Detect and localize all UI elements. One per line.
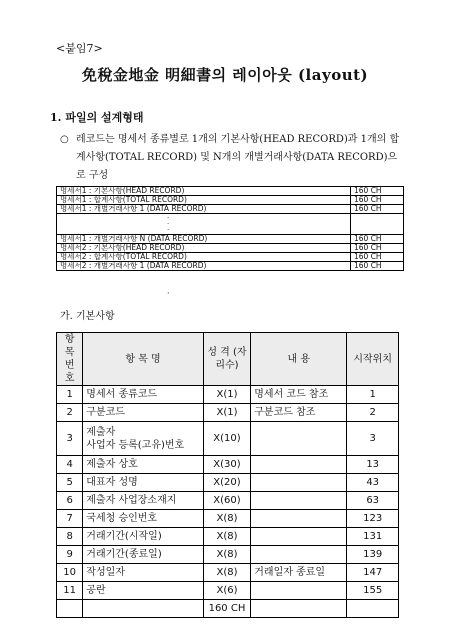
basic-record-table: [56, 332, 399, 618]
circle-bullet-icon: ○: [60, 134, 69, 145]
item-description: [251, 546, 347, 564]
record-length: 160 CH: [351, 244, 404, 253]
total-row: [57, 600, 399, 618]
record-listing-table: [56, 186, 404, 271]
item-name: 대표자 성명: [83, 474, 203, 492]
record-name: 명세서1 : 기본사항(HEAD RECORD): [57, 187, 351, 196]
item-number: 9: [57, 546, 83, 564]
item-description: [251, 528, 347, 546]
item-start-position: 3: [347, 422, 399, 456]
item-description: 명세서 코드 참조: [251, 386, 347, 404]
item-number: 7: [57, 510, 83, 528]
item-format: X(1): [203, 386, 251, 404]
table-row: [57, 510, 399, 528]
item-format: X(8): [203, 564, 251, 582]
item-start-position: 139: [347, 546, 399, 564]
item-name: 국세청 승인번호: [83, 510, 203, 528]
ellipsis-dots: · · ·: [167, 214, 170, 234]
item-number: 1: [57, 386, 83, 404]
item-name: 명세서 종류코드: [83, 386, 203, 404]
header-start-position: 시작위치: [347, 333, 399, 386]
subsection-heading: 가. 기본사항: [60, 311, 115, 322]
item-name: 공란: [83, 582, 203, 600]
item-description: [251, 582, 347, 600]
record-name: 명세서1 : 합계사항(TOTAL RECORD): [57, 196, 351, 205]
bullet-text: 레코드는 명세서 종류별로 1개의 기본사항(HEAD RECORD)과 1개의 합계사항(TOTAL RECORD) 및 N개의 개별거래사항(DATA RECORD)으로 구성: [76, 134, 400, 181]
item-name: 구분코드: [83, 404, 203, 422]
item-description: [251, 422, 347, 456]
attachment-label: <붙임7>: [56, 42, 103, 55]
record-name: 명세서1 : 개별거래사항 N (DATA RECORD): [57, 235, 351, 244]
item-description: [251, 456, 347, 474]
item-number: 3: [57, 422, 83, 456]
trailing-dot: ·: [167, 289, 170, 298]
item-format: X(6): [203, 582, 251, 600]
table-header-row: [57, 333, 399, 386]
item-description: 구분코드 참조: [251, 404, 347, 422]
table-row: [57, 492, 399, 510]
item-start-position: 2: [347, 404, 399, 422]
total-length: 160 CH: [203, 600, 251, 618]
item-name: 제출자 사업장소재지: [83, 492, 203, 510]
item-description: [251, 492, 347, 510]
record-length: 160 CH: [351, 196, 404, 205]
item-number: 8: [57, 528, 83, 546]
item-number: 6: [57, 492, 83, 510]
item-name: 거래기간(종료일): [83, 546, 203, 564]
item-name: 제출자 사업자 등록(고유)번호: [83, 422, 203, 456]
item-format: X(8): [203, 546, 251, 564]
item-start-position: 147: [347, 564, 399, 582]
item-format: X(20): [203, 474, 251, 492]
item-format: X(1): [203, 404, 251, 422]
item-format: X(60): [203, 492, 251, 510]
item-start-position: 63: [347, 492, 399, 510]
record-row: [57, 262, 404, 271]
record-name: 명세서2 : 개별거래사항 1 (DATA RECORD): [57, 262, 351, 271]
record-length: 160 CH: [351, 187, 404, 196]
item-number: 11: [57, 582, 83, 600]
record-name: 명세서1 : 개별거래사항 1 (DATA RECORD): [57, 205, 351, 214]
item-start-position: 1: [347, 386, 399, 404]
page-title: 免稅金地金 明細書의 레이아웃 (layout): [81, 66, 369, 84]
record-length: 160 CH: [351, 262, 404, 271]
item-description: [251, 510, 347, 528]
item-start-position: 155: [347, 582, 399, 600]
item-name: 작성일자: [83, 564, 203, 582]
table-row: [57, 404, 399, 422]
record-name: 명세서2 : 기본사항(HEAD RECORD): [57, 244, 351, 253]
header-format: 성 격 (자리수): [203, 333, 251, 386]
item-start-position: 13: [347, 456, 399, 474]
header-item-name: 항 목 명: [83, 333, 203, 386]
item-start-position: 123: [347, 510, 399, 528]
item-start-position: 43: [347, 474, 399, 492]
bullet-paragraph: [60, 131, 405, 185]
table-row: [57, 564, 399, 582]
record-gap-row: [57, 214, 404, 235]
table-row: [57, 528, 399, 546]
record-length: 160 CH: [351, 235, 404, 244]
item-start-position: 131: [347, 528, 399, 546]
item-description: 거래일자 종료일: [251, 564, 347, 582]
item-format: X(8): [203, 510, 251, 528]
item-description: [251, 474, 347, 492]
item-number: 10: [57, 564, 83, 582]
table-row: [57, 386, 399, 404]
header-description: 내 용: [251, 333, 347, 386]
table-row: [57, 582, 399, 600]
item-number: 4: [57, 456, 83, 474]
item-format: X(8): [203, 528, 251, 546]
item-format: X(30): [203, 456, 251, 474]
item-name: 거래기간(시작일): [83, 528, 203, 546]
table-row: [57, 474, 399, 492]
record-length: 160 CH: [351, 205, 404, 214]
section-heading: 1. 파일의 설계형태: [50, 111, 144, 124]
table-row: [57, 456, 399, 474]
record-name: 명세서2 : 합계사항(TOTAL RECORD): [57, 253, 351, 262]
item-number: 5: [57, 474, 83, 492]
table-row: [57, 422, 399, 456]
item-number: 2: [57, 404, 83, 422]
record-row: [57, 205, 404, 214]
table-row: [57, 546, 399, 564]
record-length: 160 CH: [351, 253, 404, 262]
item-name: 제출자 상호: [83, 456, 203, 474]
header-item-no: 항목번호: [57, 333, 83, 386]
item-format: X(10): [203, 422, 251, 456]
